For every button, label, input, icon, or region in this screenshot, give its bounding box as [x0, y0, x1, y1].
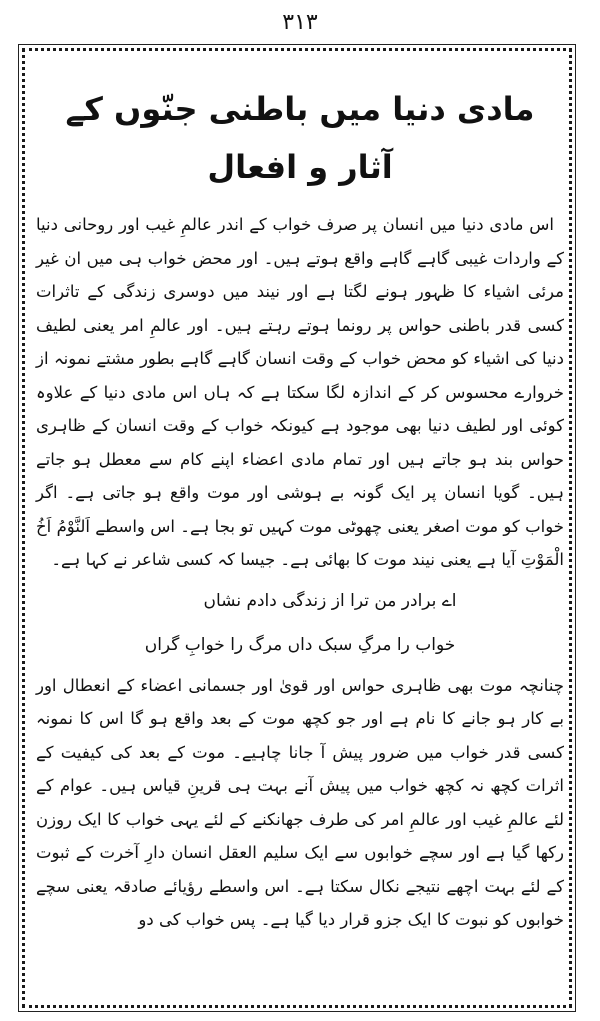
- page-content: [36, 60, 564, 937]
- verse-line-2: خواب را مرگِ سبک داں مرگ را خوابِ گراں: [144, 634, 456, 655]
- verse-line-1: اے برادر من ترا از زندگی دادم نشاں: [203, 590, 457, 611]
- page-number: ۳۱۳: [282, 10, 318, 35]
- chapter-title: مادی دنیا میں باطنی جنّوں کے آثار و افعال: [65, 90, 535, 186]
- paragraph-2: چنانچہ موت بھی ظاہری حواس اور قویٰ اور جسمانی اعضاء کے انعطال اور بے کار ہو جانے کا نام ہے اور جو کچھ موت کے بعد واقع ہو گا اس کا نمونہ کسی قدر خواب میں ضرور پیش آ جانا چاہیے۔ موت کے بعد کی کیفیت کے اثرات کچھ نہ کچھ خواب میں پیش آنے بہت ہی قرینِ قیاس ہیں۔ عوام کے لئے عالمِ غیب اور عالمِ امر کی طرف جھانکنے کے لئے یہی خواب کا ایک روزن رکھا گیا ہے اور سچے خوابوں سے ایک سلیم العقل انسان دارِ آخرت کے ثبوت کے لئے بہت اچھے نتیجے نکال سکتا ہے۔ اس واسطے رؤیائے صادقہ یعنی سچے خوابوں کو نبوت کا ایک جزو قرار دیا گیا ہے۔ پس خواب کی دو: [36, 675, 564, 929]
- paragraph-1: اس مادی دنیا میں انسان پر صرف خواب کے اندر عالمِ غیب اور روحانی دنیا کے واردات غیبی گاہے گاہے واقع ہوتے ہیں۔ اور محض خواب ہی میں ان غیر مرئی اشیاء کا ظہور ہونے لگتا ہے اور نیند میں دوسری زندگی کے تاثرات کسی قدر باطنی حواس پر رونما ہوتے رہتے ہیں۔ اور عالمِ امر یعنی لطیف دنیا کی اشیاء کو محض خواب کے وقت انسان گاہے گاہے بطور مشتے نمونہ از خروارے محسوس کر کے اندازہ لگا سکتا ہے کہ ہاں اس مادی دنیا کے علاوہ کوئی اور لطیف دنیا بھی موجود ہے کیونکہ خواب کے وقت انسان کے ظاہری حواس بند ہو جاتے ہیں اور تمام مادی اعضاء اپنے کام سے معطل ہو جاتے ہیں۔ گویا انسان پر ایک گونہ بے ہوشی اور موت واقع ہو جاتی ہے۔ اگر خواب کو موت اصغر یعنی چھوٹی موت کہیں تو بجا ہے۔ اس واسطے اَلنَّوْمُ اَخُ الْمَوْتِ آیا ہے یعنی نیند موت کا بھائی ہے۔ جیسا کہ کسی شاعر نے کہا ہے۔: [36, 215, 564, 569]
